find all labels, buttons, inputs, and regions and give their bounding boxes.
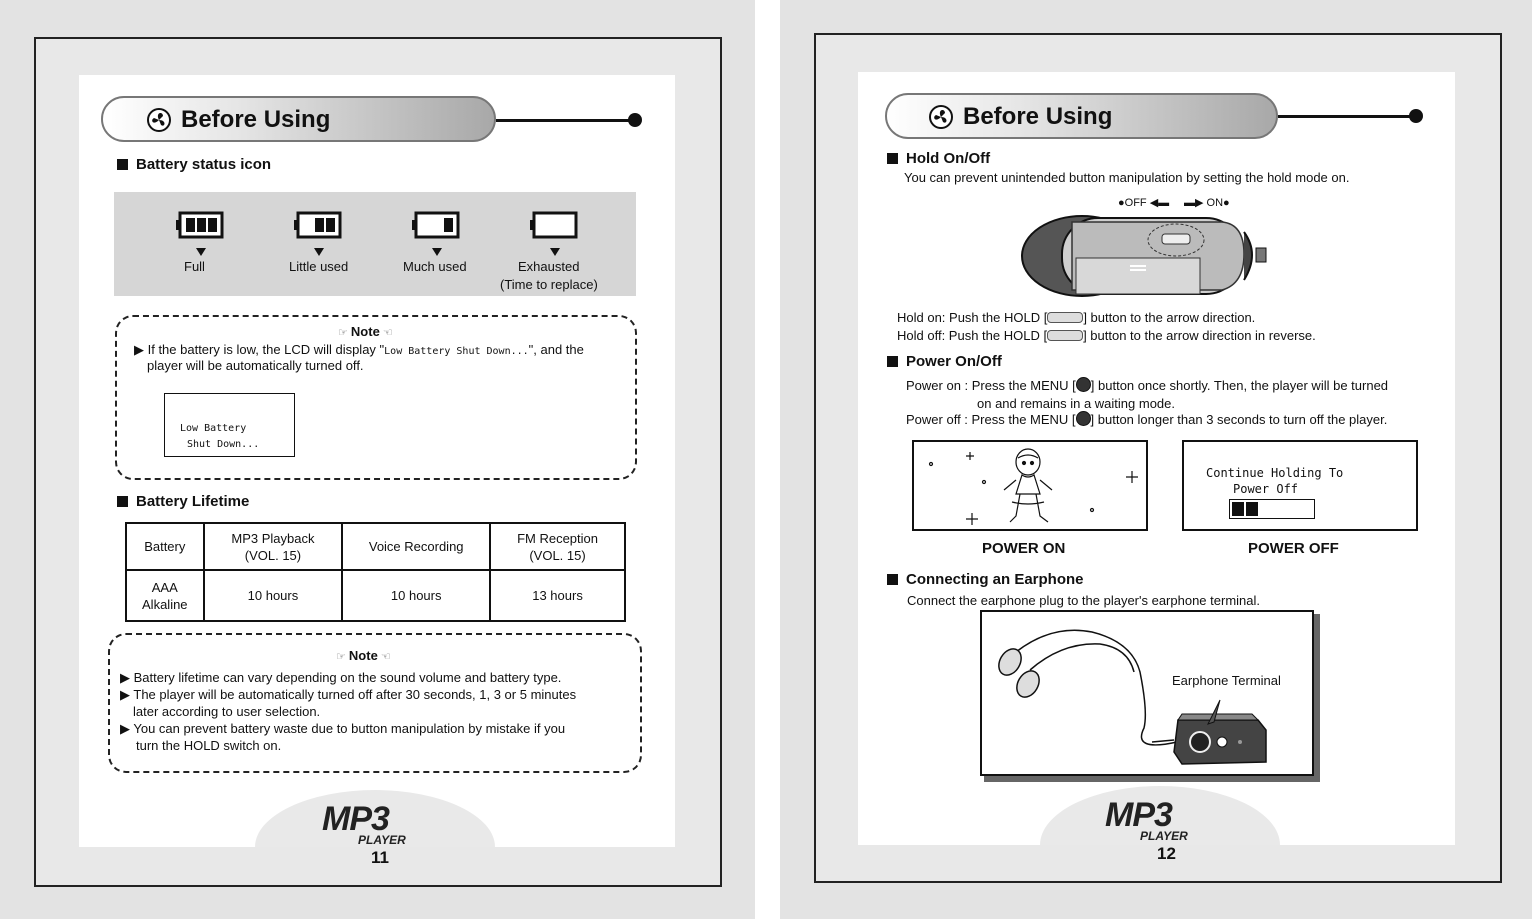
note-title: ☞ Note ☜ <box>336 648 391 663</box>
note-lifetime-line3: later according to user selection. <box>133 704 321 719</box>
lcd-low-battery-screen <box>164 393 295 457</box>
battery-label-full: Full <box>184 259 205 274</box>
arrow-down-icon <box>432 248 442 256</box>
hold-on-label: ▬▶ ON● <box>1184 197 1230 209</box>
page-number: 12 <box>1157 844 1176 863</box>
table-header-cell: Battery <box>126 523 204 570</box>
table-header-row <box>126 523 625 570</box>
table-header-cell: FM Reception (VOL. 15) <box>490 523 625 570</box>
lcd-power-on-screen <box>912 440 1148 531</box>
battery-label-little-used: Little used <box>289 259 349 274</box>
table-header-cell: MP3 Playback (VOL. 15) <box>204 523 343 570</box>
header-rule-dot <box>1409 109 1423 123</box>
page-11-header <box>101 96 496 142</box>
note-lifetime-line4: ▶ You can prevent battery waste due to button manipulation by mistake if you <box>120 721 566 736</box>
earphone-illustration <box>980 610 1314 776</box>
header-rule <box>496 119 634 122</box>
note-lifetime-line1: ▶ Battery lifetime can vary depending on the sound volume and battery type. <box>120 670 562 685</box>
hold-on-instruction: Hold on: Push the HOLD [ ] button to the arrow direction. <box>897 310 1256 325</box>
battery-full-icon <box>176 210 224 240</box>
page-number: 11 <box>371 848 389 867</box>
section-earphone: Connecting an Earphone <box>887 571 1084 588</box>
section-battery-status: Battery status icon <box>117 156 271 173</box>
power-on-instruction: Power on : Press the MENU [ ] button once shortly. Then, the player will be turned <box>906 378 1389 393</box>
mp3-player-logo: MP3 <box>322 800 389 838</box>
character-animation-icon <box>914 442 1146 529</box>
note-low-battery-line1: ▶ If the battery is low, the LCD will display "Low Battery Shut Down...", and the <box>134 342 584 357</box>
table-cell: 10 hours <box>204 570 343 621</box>
battery-label-exhausted: Exhausted <box>518 259 580 274</box>
battery-label-much-used: Much used <box>403 259 467 274</box>
table-header-cell: Voice Recording <box>342 523 490 570</box>
table-cell: AAA Alkaline <box>126 570 204 621</box>
hold-switch-icon <box>1047 312 1083 323</box>
hold-off-instruction: Hold off: Push the HOLD [ ] button to the arrow direction in reverse. <box>897 328 1316 343</box>
page-title: Before Using <box>963 103 1113 130</box>
battery-sublabel-exhausted: (Time to replace) <box>500 277 598 292</box>
power-on-instruction-cont: on and remains in a waiting mode. <box>977 396 1176 411</box>
table-row <box>126 570 625 621</box>
pointing-hand-icon: ☜ <box>379 327 393 339</box>
arrow-down-icon <box>550 248 560 256</box>
earphone-icon <box>982 612 1312 774</box>
earphone-terminal-label: Earphone Terminal <box>1172 673 1281 688</box>
arrow-down-icon <box>314 248 324 256</box>
mp3-player-logo: MP3 <box>1105 796 1172 834</box>
note-lifetime-line2: ▶ The player will be automatically turned off after 30 seconds, 1, 3 or 5 minutes <box>120 687 577 702</box>
power-off-progress-fill <box>1232 502 1258 516</box>
mp3-player-logo-sub: PLAYER <box>358 833 406 847</box>
caption-power-off: POWER OFF <box>1248 540 1339 557</box>
lcd-text-line2: Shut Down... <box>187 439 260 450</box>
note-lifetime-line5: turn the HOLD switch on. <box>136 738 282 753</box>
lcd-text-line1: Low Battery <box>180 423 247 434</box>
page-title: Before Using <box>181 106 331 133</box>
arrow-right-icon: ▬▶ <box>1184 197 1204 209</box>
pointing-hand-icon: ☜ <box>377 651 391 663</box>
battery-exhausted-icon <box>530 210 578 240</box>
mp3-player-logo-sub: PLAYER <box>1140 829 1188 843</box>
battery-much-used-icon <box>412 210 460 240</box>
power-off-instruction: Power off : Press the MENU [ ] button longer than 3 seconds to turn off the player. <box>906 412 1388 427</box>
earphone-intro: Connect the earphone plug to the player's earphone terminal. <box>907 593 1260 608</box>
lcd-power-off-screen <box>1182 440 1418 531</box>
section-hold: Hold On/Off <box>887 150 990 167</box>
table-cell: 13 hours <box>490 570 625 621</box>
caption-power-on: POWER ON <box>982 540 1066 557</box>
lcd-power-off-line2: Power Off <box>1233 482 1299 496</box>
header-rule-dot <box>628 113 642 127</box>
arrow-left-icon: ◀▬ <box>1149 197 1170 209</box>
hold-switch-icon <box>1047 330 1083 341</box>
hold-intro: You can prevent unintended button manipulation by setting the hold mode on. <box>904 170 1350 185</box>
page-12-header <box>885 93 1278 139</box>
fan-logo-icon <box>929 105 953 129</box>
hold-off-label: ●OFF ◀▬ <box>1118 197 1170 209</box>
power-off-progress-bar <box>1229 499 1315 519</box>
mp3-player-illustration <box>1012 214 1270 298</box>
fan-logo-icon <box>147 108 171 132</box>
section-battery-lifetime: Battery Lifetime <box>117 493 249 510</box>
battery-little-used-icon <box>294 210 342 240</box>
pointing-hand-icon: ☞ <box>338 327 351 339</box>
menu-button-icon <box>1076 377 1091 392</box>
header-rule <box>1278 115 1416 118</box>
battery-lifetime-table <box>125 522 626 622</box>
arrow-down-icon <box>196 248 206 256</box>
note-title: ☞ Note ☜ <box>338 324 393 339</box>
lcd-power-off-line1: Continue Holding To <box>1206 466 1344 480</box>
menu-button-icon <box>1076 411 1091 426</box>
pointing-hand-icon: ☞ <box>336 651 349 663</box>
table-cell: 10 hours <box>342 570 490 621</box>
section-power: Power On/Off <box>887 353 1002 370</box>
note-low-battery-line2: player will be automatically turned off. <box>147 358 364 373</box>
